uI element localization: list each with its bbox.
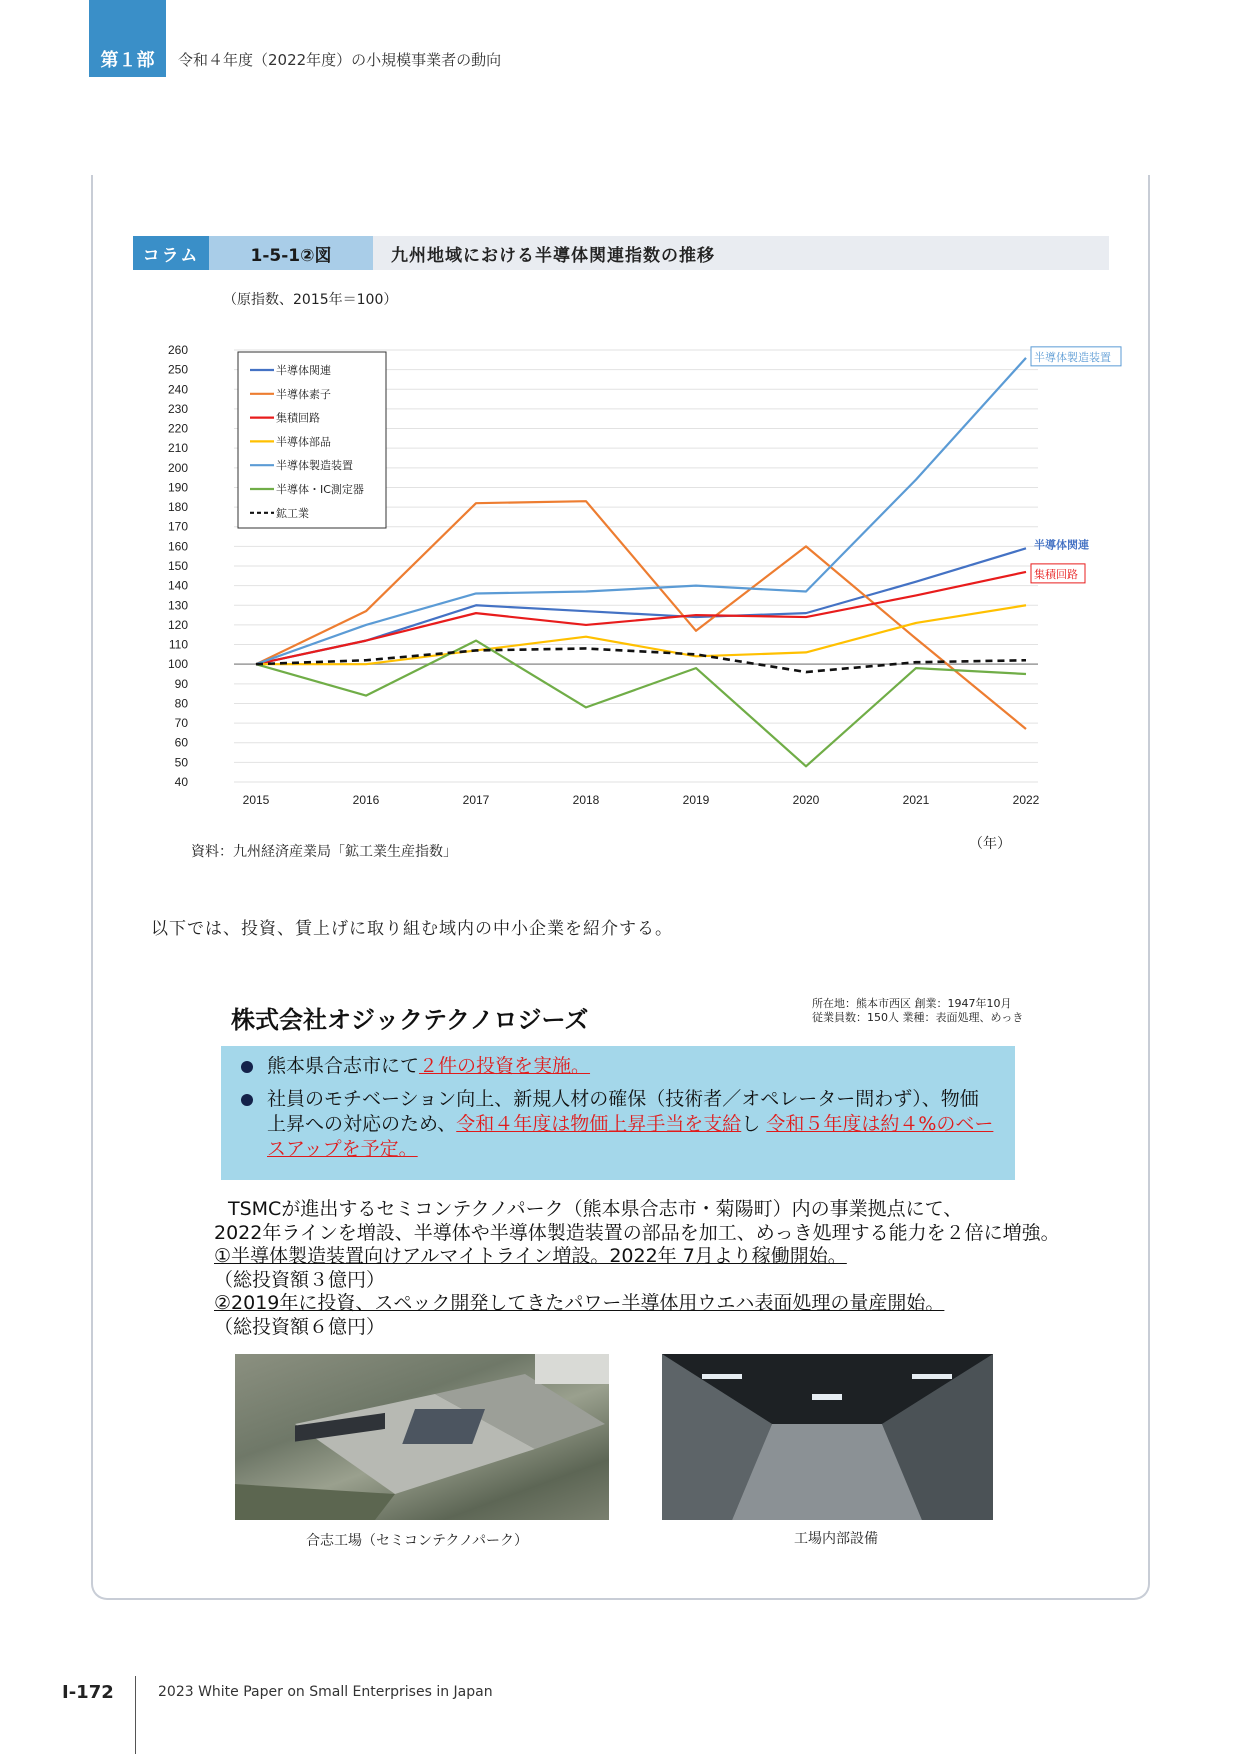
figure-title-bar: [133, 236, 1109, 270]
footer-text: 2023 White Paper on Small Enterprises in Japan: [158, 1684, 493, 1700]
line-chart: [150, 330, 1111, 810]
desc-line: 2022年ラインを増設、半導体や半導体製造装置の部品を加工、めっき処理する能力を２倍に増強。: [214, 1221, 1060, 1244]
y-tick-label: 150: [167, 559, 188, 573]
factory-interior-image: [662, 1354, 993, 1520]
highlight-plain: し: [741, 1113, 767, 1135]
y-tick-label: 80: [174, 696, 188, 711]
y-tick-label: 250: [167, 362, 188, 377]
header-title: 令和４年度（2022年度）の小規模事業者の動向: [178, 51, 502, 69]
y-tick-label: 60: [174, 735, 188, 750]
desc-line: ①半導体製造装置向けアルマイトライン増設。2022年 7月より稼働開始。: [214, 1245, 847, 1267]
x-tick-label: 2015: [242, 793, 270, 807]
y-tick-label: 140: [167, 578, 188, 593]
legend-label: 鉱工業: [276, 506, 309, 520]
legend-label: 半導体・IC測定器: [276, 483, 364, 496]
y-tick-label: 220: [167, 421, 188, 436]
page-number: Ⅰ-172: [62, 1682, 114, 1703]
desc-line: （総投資額６億円）: [214, 1315, 386, 1338]
x-tick-label: 2022: [1012, 793, 1040, 807]
highlight-box: [221, 1046, 1015, 1180]
x-tick-label: 2018: [572, 793, 600, 807]
y-tick-label: 240: [167, 382, 188, 397]
x-tick-label: 2017: [462, 793, 490, 807]
photo-caption: 合志工場（セミコンテクノパーク）: [306, 1533, 529, 1549]
y-tick-label: 190: [167, 480, 188, 495]
unit-note: （原指数、2015年＝100）: [223, 292, 398, 308]
y-tick-label: 50: [174, 755, 188, 770]
bullet-icon: [241, 1061, 253, 1073]
highlight-plain: 社員のモチベーション向上、新規人材の確保（技術者／オペレーター問わず）、物価上昇への対応のため、: [267, 1088, 979, 1135]
highlight-emphasis: 令和５年度は約４%のベースアップを予定。: [267, 1113, 994, 1160]
company-info-line1: 所在地：熊本市西区 創業：1947年10月: [812, 997, 1012, 1010]
company-info-line2: 従業員数：150人 業種：表面処理、めっき: [812, 1011, 1024, 1024]
legend-label: 集積回路: [276, 411, 320, 425]
part-label: 第１部: [100, 49, 155, 71]
company-info: [812, 997, 1023, 1025]
annotation-label: 半導体製造装置: [1034, 350, 1111, 364]
photo-caption: 工場内部設備: [794, 1531, 878, 1547]
x-axis-unit: （年）: [969, 836, 1011, 852]
x-tick-label: 2021: [902, 793, 930, 807]
desc-line: （総投資額３億円）: [214, 1268, 386, 1291]
legend-label: 半導体製造装置: [276, 459, 353, 473]
y-tick-label: 200: [167, 460, 188, 475]
x-tick-label: 2020: [792, 793, 820, 807]
annotation-label: 集積回路: [1034, 567, 1078, 581]
footer-divider: [135, 1676, 136, 1754]
y-tick-label: 170: [167, 519, 188, 534]
y-tick-label: 90: [174, 676, 188, 691]
series-line: [256, 648, 1026, 672]
y-tick-label: 260: [167, 343, 188, 357]
highlight-text: [267, 1054, 590, 1079]
figure-source: 資料：九州経済産業局「鉱工業生産指数」: [191, 844, 457, 860]
legend-label: 半導体関連: [276, 364, 331, 377]
y-tick-label: 130: [167, 598, 188, 613]
x-tick-label: 2019: [682, 793, 710, 807]
intro-text: 以下では、投資、賃上げに取り組む域内の中小企業を紹介する。: [151, 919, 673, 939]
legend-label: 半導体部品: [276, 435, 331, 449]
y-tick-label: 230: [167, 401, 188, 416]
y-tick-label: 160: [167, 539, 188, 554]
highlight-emphasis: ２件の投資を実施。: [419, 1055, 591, 1077]
highlight-text: [267, 1087, 995, 1162]
factory-aerial-image: [235, 1354, 609, 1520]
company-description: [214, 1198, 1060, 1339]
figure-number: 1-5-1②図: [209, 236, 373, 270]
desc-line: TSMCが進出するセミコンテクノパーク（熊本県合志市・菊陽町）内の事業拠点にて、: [228, 1198, 963, 1220]
y-tick-label: 70: [174, 716, 188, 731]
factory-interior-photo: [662, 1354, 993, 1520]
y-tick-label: 40: [174, 775, 188, 789]
bullet-icon: [241, 1094, 253, 1106]
part-badge: [89, 0, 166, 77]
y-tick-label: 100: [167, 657, 188, 672]
y-tick-label: 210: [167, 441, 188, 456]
company-name: 株式会社オジックテクノロジーズ: [231, 1006, 589, 1034]
legend-label: 半導体素子: [276, 387, 331, 401]
x-tick-label: 2016: [352, 793, 380, 807]
figure-title: 九州地域における半導体関連指数の推移: [391, 245, 715, 266]
highlight-item: [241, 1054, 995, 1079]
desc-line: ②2019年に投資、スペック開発してきたパワー半導体用ウエハ表面処理の量産開始。: [214, 1292, 945, 1314]
y-tick-label: 180: [167, 500, 188, 515]
y-tick-label: 110: [168, 637, 188, 652]
factory-exterior-photo: [235, 1354, 609, 1520]
column-tag: コラム: [133, 236, 209, 270]
annotation-label: 半導体関連: [1034, 538, 1089, 552]
highlight-item: [241, 1087, 995, 1162]
highlight-emphasis: 令和４年度は物価上昇手当を支給: [456, 1113, 742, 1135]
highlight-plain: 熊本県合志市にて: [267, 1055, 420, 1077]
y-tick-label: 120: [167, 617, 188, 632]
